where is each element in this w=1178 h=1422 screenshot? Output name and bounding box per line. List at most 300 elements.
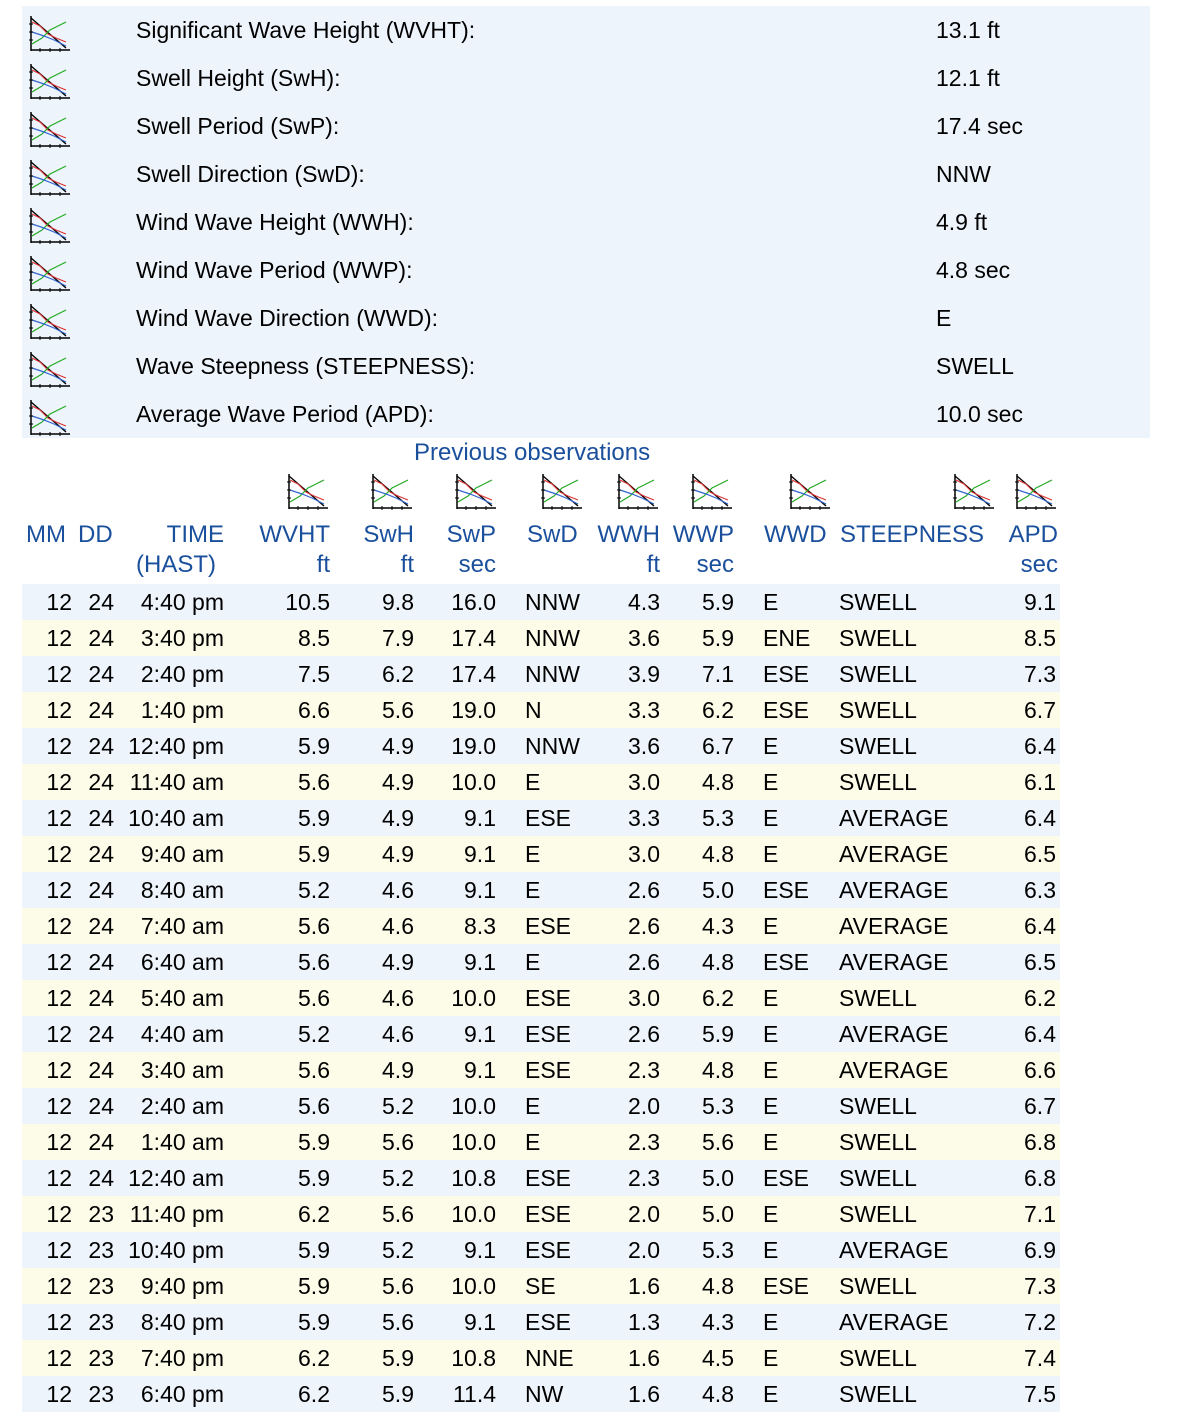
cell-mm: 12 <box>46 1309 72 1335</box>
cell-mm: 12 <box>46 1057 72 1083</box>
cell-dd: 23 <box>88 1201 114 1227</box>
wwd-chart-icon[interactable] <box>786 472 832 512</box>
table-row <box>22 1304 1060 1340</box>
summary-row <box>22 150 1150 198</box>
cell-swd: E <box>525 877 541 903</box>
summary-value: SWELL <box>936 353 1014 379</box>
cell-wvht: 6.2 <box>298 1201 330 1227</box>
col-header-wwd: WWD <box>764 521 827 548</box>
chart-icon[interactable] <box>26 14 72 50</box>
cell-time: 11:40 pm <box>129 1201 224 1227</box>
cell-dd: 24 <box>88 733 114 759</box>
cell-steepness: SWELL <box>839 697 917 723</box>
cell-swp: 16.0 <box>451 589 496 615</box>
cell-steepness: SWELL <box>839 1201 917 1227</box>
cell-swh: 4.9 <box>382 733 414 759</box>
summary-label: Wind Wave Height (WWH): <box>136 209 414 235</box>
cell-swd: NNW <box>525 589 580 615</box>
cell-mm: 12 <box>46 769 72 795</box>
cell-wwd: E <box>763 1345 779 1371</box>
cell-mm: 12 <box>46 1201 72 1227</box>
cell-swd: NNW <box>525 733 580 759</box>
cell-apd: 8.5 <box>1024 625 1056 651</box>
cell-wwd: ESE <box>763 1273 810 1299</box>
cell-wwh: 3.9 <box>628 661 660 687</box>
cell-swd: E <box>525 1129 541 1155</box>
cell-time: 4:40 pm <box>140 589 224 615</box>
cell-wwp: 4.8 <box>702 1381 734 1407</box>
col-header-swd: SwD <box>527 521 578 548</box>
cell-mm: 12 <box>46 841 72 867</box>
chart-icon[interactable] <box>26 62 72 98</box>
cell-apd: 6.4 <box>1024 913 1056 939</box>
chart-icon[interactable] <box>26 398 72 434</box>
cell-wvht: 5.6 <box>298 769 330 795</box>
summary-row <box>22 198 1150 246</box>
summary-row <box>22 6 1150 54</box>
cell-wvht: 5.9 <box>298 733 330 759</box>
cell-wwd: E <box>763 1129 779 1155</box>
cell-swh: 5.2 <box>382 1237 414 1263</box>
cell-wvht: 5.9 <box>298 841 330 867</box>
cell-wwd: E <box>763 589 779 615</box>
cell-time: 5:40 am <box>140 985 224 1011</box>
table-row <box>22 620 1060 656</box>
table-row <box>22 1268 1060 1304</box>
cell-mm: 12 <box>46 805 72 831</box>
cell-dd: 23 <box>88 1237 114 1263</box>
cell-swh: 9.8 <box>382 589 414 615</box>
cell-wwp: 4.8 <box>702 949 734 975</box>
cell-mm: 12 <box>46 1345 72 1371</box>
cell-steepness: AVERAGE <box>839 1057 949 1083</box>
cell-swp: 9.1 <box>464 949 496 975</box>
summary-value: 12.1 ft <box>936 65 1000 91</box>
cell-mm: 12 <box>46 661 72 687</box>
cell-dd: 24 <box>88 697 114 723</box>
cell-apd: 6.7 <box>1024 697 1056 723</box>
cell-wvht: 5.6 <box>298 985 330 1011</box>
cell-apd: 6.4 <box>1024 1021 1056 1047</box>
apd-chart-icon[interactable] <box>1012 472 1058 512</box>
cell-wwh: 1.6 <box>628 1381 660 1407</box>
cell-steepness: SWELL <box>839 769 917 795</box>
cell-dd: 24 <box>88 805 114 831</box>
cell-time: 3:40 pm <box>140 625 224 651</box>
cell-swd: ESE <box>525 1165 572 1191</box>
cell-steepness: AVERAGE <box>839 877 949 903</box>
chart-icon[interactable] <box>26 302 72 338</box>
table-row <box>22 1016 1060 1052</box>
cell-wvht: 5.9 <box>298 1129 330 1155</box>
chart-icon[interactable] <box>26 110 72 146</box>
cell-wwd: ENE <box>763 625 811 651</box>
summary-value: NNW <box>936 161 991 187</box>
cell-wwp: 4.8 <box>702 769 734 795</box>
summary-value: E <box>936 305 952 331</box>
cell-time: 3:40 am <box>140 1057 224 1083</box>
cell-time: 12:40 am <box>128 1165 224 1191</box>
cell-apd: 7.3 <box>1024 1273 1056 1299</box>
cell-swd: ESE <box>525 1309 572 1335</box>
cell-wwd: ESE <box>763 949 810 975</box>
cell-wwd: ESE <box>763 661 810 687</box>
cell-mm: 12 <box>46 1093 72 1119</box>
cell-swd: E <box>525 769 541 795</box>
cell-steepness: SWELL <box>839 1273 917 1299</box>
cell-time: 9:40 pm <box>140 1273 224 1299</box>
summary-row <box>22 342 1150 390</box>
table-row <box>22 692 1060 728</box>
cell-swp: 9.1 <box>464 877 496 903</box>
cell-wwp: 4.8 <box>702 1057 734 1083</box>
cell-wwh: 3.6 <box>628 733 660 759</box>
cell-dd: 24 <box>88 1057 114 1083</box>
cell-steepness: SWELL <box>839 1345 917 1371</box>
cell-wwp: 4.3 <box>702 913 734 939</box>
cell-wwh: 1.6 <box>628 1273 660 1299</box>
cell-wwh: 3.0 <box>628 769 660 795</box>
cell-wwh: 2.0 <box>628 1237 660 1263</box>
table-row <box>22 1052 1060 1088</box>
cell-swd: NNW <box>525 661 580 687</box>
cell-wwd: E <box>763 913 779 939</box>
cell-wwh: 1.3 <box>628 1309 660 1335</box>
cell-wwd: ESE <box>763 877 810 903</box>
summary-label: Wind Wave Period (WWP): <box>136 257 413 283</box>
summary-value: 4.9 ft <box>936 209 988 235</box>
cell-swh: 5.2 <box>382 1093 414 1119</box>
cell-steepness: SWELL <box>839 1165 917 1191</box>
cell-swd: NNE <box>525 1345 574 1371</box>
cell-wwp: 5.9 <box>702 1021 734 1047</box>
summary-label: Significant Wave Height (WVHT): <box>136 17 476 43</box>
table-row <box>22 656 1060 692</box>
cell-wwd: E <box>763 805 779 831</box>
cell-swp: 10.0 <box>451 1201 496 1227</box>
table-row <box>22 1340 1060 1376</box>
wwh-chart-icon[interactable] <box>614 472 660 512</box>
cell-apd: 6.4 <box>1024 733 1056 759</box>
cell-wwp: 5.6 <box>702 1129 734 1155</box>
summary-row <box>22 246 1150 294</box>
cell-swp: 10.8 <box>451 1165 496 1191</box>
cell-wwp: 5.9 <box>702 625 734 651</box>
cell-steepness: SWELL <box>839 625 917 651</box>
col-header-apd: APD <box>1008 521 1058 548</box>
cell-apd: 6.6 <box>1024 1057 1056 1083</box>
summary-label: Swell Period (SwP): <box>136 113 340 139</box>
cell-swh: 4.9 <box>382 841 414 867</box>
table-row <box>22 1160 1060 1196</box>
cell-swh: 5.2 <box>382 1165 414 1191</box>
swp-chart-icon[interactable] <box>452 472 498 512</box>
cell-apd: 6.5 <box>1024 841 1056 867</box>
cell-swh: 4.9 <box>382 1057 414 1083</box>
col-header-wwh: WWH <box>597 521 660 548</box>
col-header-mm: MM <box>26 521 66 548</box>
chart-icon[interactable] <box>26 350 72 386</box>
cell-wwd: E <box>763 1381 779 1407</box>
cell-wwp: 6.7 <box>702 733 734 759</box>
cell-wwd: E <box>763 1309 779 1335</box>
cell-time: 12:40 pm <box>128 733 224 759</box>
col-header-wvht: WVHT <box>259 521 330 548</box>
cell-wwd: E <box>763 1057 779 1083</box>
cell-wvht: 5.2 <box>298 877 330 903</box>
cell-swd: N <box>525 697 542 723</box>
cell-dd: 23 <box>88 1345 114 1371</box>
cell-apd: 7.1 <box>1024 1201 1056 1227</box>
cell-time: 10:40 am <box>128 805 224 831</box>
summary-label: Wind Wave Direction (WWD): <box>136 305 438 331</box>
cell-swd: E <box>525 1093 541 1119</box>
cell-steepness: AVERAGE <box>839 949 949 975</box>
cell-swp: 9.1 <box>464 1021 496 1047</box>
cell-wvht: 6.2 <box>298 1381 330 1407</box>
wwp-chart-icon[interactable] <box>688 472 734 512</box>
summary-row <box>22 294 1150 342</box>
cell-mm: 12 <box>46 1165 72 1191</box>
cell-steepness: AVERAGE <box>839 805 949 831</box>
table-row <box>22 728 1060 764</box>
cell-wwd: E <box>763 1093 779 1119</box>
cell-wwh: 3.0 <box>628 841 660 867</box>
cell-wwp: 4.8 <box>702 841 734 867</box>
col-header-time-unit: (HAST) <box>136 551 216 578</box>
cell-steepness: SWELL <box>839 589 917 615</box>
cell-dd: 23 <box>88 1309 114 1335</box>
table-row <box>22 980 1060 1016</box>
cell-wvht: 8.5 <box>298 625 330 651</box>
cell-swh: 4.9 <box>382 805 414 831</box>
col-header-time: TIME <box>166 521 224 548</box>
cell-wwh: 2.3 <box>628 1057 660 1083</box>
wvht-chart-icon[interactable] <box>284 472 330 512</box>
summary-value: 13.1 ft <box>936 17 1000 43</box>
cell-swp: 9.1 <box>464 841 496 867</box>
cell-mm: 12 <box>46 1021 72 1047</box>
cell-wvht: 10.5 <box>285 589 330 615</box>
cell-dd: 24 <box>88 913 114 939</box>
cell-wwh: 3.3 <box>628 697 660 723</box>
cell-wwh: 2.3 <box>628 1165 660 1191</box>
cell-mm: 12 <box>46 949 72 975</box>
cell-swh: 4.6 <box>382 877 414 903</box>
summary-value: 4.8 sec <box>936 257 1011 283</box>
cell-wvht: 5.6 <box>298 1057 330 1083</box>
table-row <box>22 800 1060 836</box>
cell-swh: 5.9 <box>382 1381 414 1407</box>
cell-swd: ESE <box>525 1201 572 1227</box>
cell-time: 10:40 pm <box>128 1237 224 1263</box>
cell-apd: 6.9 <box>1024 1237 1056 1263</box>
cell-wwd: E <box>763 1237 779 1263</box>
cell-wvht: 6.2 <box>298 1345 330 1371</box>
table-row <box>22 1376 1060 1412</box>
cell-apd: 6.1 <box>1024 769 1056 795</box>
cell-wwh: 2.6 <box>628 877 660 903</box>
cell-wwh: 3.0 <box>628 985 660 1011</box>
cell-dd: 24 <box>88 1021 114 1047</box>
cell-wwp: 5.0 <box>702 1201 734 1227</box>
col-header-steepness: STEEPNESS <box>840 521 985 548</box>
col-header-swp: SwP <box>446 521 496 548</box>
cell-mm: 12 <box>46 625 72 651</box>
summary-value: 17.4 sec <box>936 113 1023 139</box>
cell-swh: 5.6 <box>382 1273 414 1299</box>
cell-dd: 24 <box>88 589 114 615</box>
cell-dd: 24 <box>88 1165 114 1191</box>
cell-swh: 4.6 <box>382 985 414 1011</box>
cell-dd: 24 <box>88 1093 114 1119</box>
cell-wvht: 6.6 <box>298 697 330 723</box>
cell-swh: 4.6 <box>382 1021 414 1047</box>
cell-wwp: 5.9 <box>702 589 734 615</box>
cell-steepness: AVERAGE <box>839 841 949 867</box>
cell-wvht: 5.6 <box>298 913 330 939</box>
summary-label: Swell Height (SwH): <box>136 65 341 91</box>
cell-time: 1:40 pm <box>140 697 224 723</box>
cell-wwp: 5.3 <box>702 805 734 831</box>
cell-wwp: 5.3 <box>702 1093 734 1119</box>
cell-wwh: 4.3 <box>628 589 660 615</box>
cell-wvht: 5.9 <box>298 1165 330 1191</box>
cell-wwh: 2.0 <box>628 1201 660 1227</box>
cell-wwp: 6.2 <box>702 985 734 1011</box>
chart-icon[interactable] <box>26 158 72 194</box>
cell-wwd: E <box>763 985 779 1011</box>
cell-swd: ESE <box>525 1021 572 1047</box>
cell-time: 7:40 am <box>140 913 224 939</box>
cell-swd: E <box>525 949 541 975</box>
cell-swh: 5.6 <box>382 697 414 723</box>
cell-dd: 24 <box>88 625 114 651</box>
cell-wvht: 5.6 <box>298 949 330 975</box>
cell-wwh: 1.6 <box>628 1345 660 1371</box>
cell-time: 1:40 am <box>140 1129 224 1155</box>
cell-swd: ESE <box>525 913 572 939</box>
table-row <box>22 1232 1060 1268</box>
cell-swp: 9.1 <box>464 1237 496 1263</box>
swd-chart-icon[interactable] <box>538 472 584 512</box>
cell-swp: 10.0 <box>451 769 496 795</box>
cell-steepness: AVERAGE <box>839 1021 949 1047</box>
cell-apd: 6.2 <box>1024 985 1056 1011</box>
cell-wwp: 4.5 <box>702 1345 734 1371</box>
cell-steepness: AVERAGE <box>839 1237 949 1263</box>
cell-swp: 19.0 <box>451 697 496 723</box>
summary-row <box>22 102 1150 150</box>
summary-label: Swell Direction (SwD): <box>136 161 365 187</box>
cell-wwh: 2.3 <box>628 1129 660 1155</box>
cell-wwd: E <box>763 1201 779 1227</box>
table-row <box>22 1124 1060 1160</box>
cell-apd: 6.4 <box>1024 805 1056 831</box>
summary-value: 10.0 sec <box>936 401 1023 427</box>
col-header-swh: SwH <box>363 521 414 548</box>
cell-mm: 12 <box>46 589 72 615</box>
cell-mm: 12 <box>46 877 72 903</box>
cell-swh: 4.9 <box>382 949 414 975</box>
table-row <box>22 836 1060 872</box>
cell-swp: 9.1 <box>464 1309 496 1335</box>
table-row <box>22 1196 1060 1232</box>
cell-dd: 24 <box>88 841 114 867</box>
cell-swh: 5.6 <box>382 1129 414 1155</box>
cell-wwh: 3.3 <box>628 805 660 831</box>
cell-swp: 19.0 <box>451 733 496 759</box>
cell-dd: 23 <box>88 1381 114 1407</box>
cell-swd: ESE <box>525 1237 572 1263</box>
cell-wvht: 7.5 <box>298 661 330 687</box>
previous-observations-title: Previous observations <box>414 439 651 466</box>
cell-swh: 5.6 <box>382 1201 414 1227</box>
cell-wwh: 2.6 <box>628 913 660 939</box>
col-header-apd-unit: sec <box>1020 551 1058 578</box>
cell-wwd: ESE <box>763 697 810 723</box>
summary-row <box>22 54 1150 102</box>
cell-swh: 5.6 <box>382 1309 414 1335</box>
cell-swh: 5.9 <box>382 1345 414 1371</box>
swh-chart-icon[interactable] <box>368 472 414 512</box>
chart-icon[interactable] <box>26 206 72 242</box>
cell-wwp: 5.3 <box>702 1237 734 1263</box>
cell-mm: 12 <box>46 697 72 723</box>
cell-apd: 6.7 <box>1024 1093 1056 1119</box>
cell-swp: 10.0 <box>451 1129 496 1155</box>
cell-apd: 7.3 <box>1024 661 1056 687</box>
col-header-dd: DD <box>78 521 113 548</box>
cell-dd: 24 <box>88 769 114 795</box>
cell-swd: ESE <box>525 1057 572 1083</box>
cell-wwd: E <box>763 841 779 867</box>
cell-wwh: 2.6 <box>628 949 660 975</box>
col-header-wwh-unit: ft <box>646 551 660 578</box>
cell-time: 4:40 am <box>140 1021 224 1047</box>
steepness-chart-icon[interactable] <box>950 472 996 512</box>
cell-wwp: 5.0 <box>702 877 734 903</box>
observations-table-body <box>22 584 1060 1412</box>
cell-mm: 12 <box>46 733 72 759</box>
cell-dd: 23 <box>88 1273 114 1299</box>
cell-wwh: 3.6 <box>628 625 660 651</box>
cell-apd: 7.4 <box>1024 1345 1056 1371</box>
cell-swp: 10.0 <box>451 985 496 1011</box>
table-row <box>22 764 1060 800</box>
col-header-wvht-unit: ft <box>316 551 330 578</box>
cell-mm: 12 <box>46 913 72 939</box>
cell-swp: 8.3 <box>464 913 496 939</box>
cell-swd: ESE <box>525 805 572 831</box>
cell-steepness: SWELL <box>839 1129 917 1155</box>
cell-steepness: AVERAGE <box>839 913 949 939</box>
table-row <box>22 584 1060 620</box>
cell-steepness: SWELL <box>839 1381 917 1407</box>
cell-dd: 24 <box>88 661 114 687</box>
col-header-wwp: WWP <box>672 521 734 548</box>
cell-time: 9:40 am <box>140 841 224 867</box>
cell-wwh: 2.6 <box>628 1021 660 1047</box>
cell-swp: 10.0 <box>451 1093 496 1119</box>
cell-dd: 24 <box>88 949 114 975</box>
table-row <box>22 944 1060 980</box>
cell-swd: NNW <box>525 625 580 651</box>
summary-row <box>22 390 1150 438</box>
cell-swd: ESE <box>525 985 572 1011</box>
col-header-wwp-unit: sec <box>696 551 734 578</box>
chart-icon[interactable] <box>26 254 72 290</box>
